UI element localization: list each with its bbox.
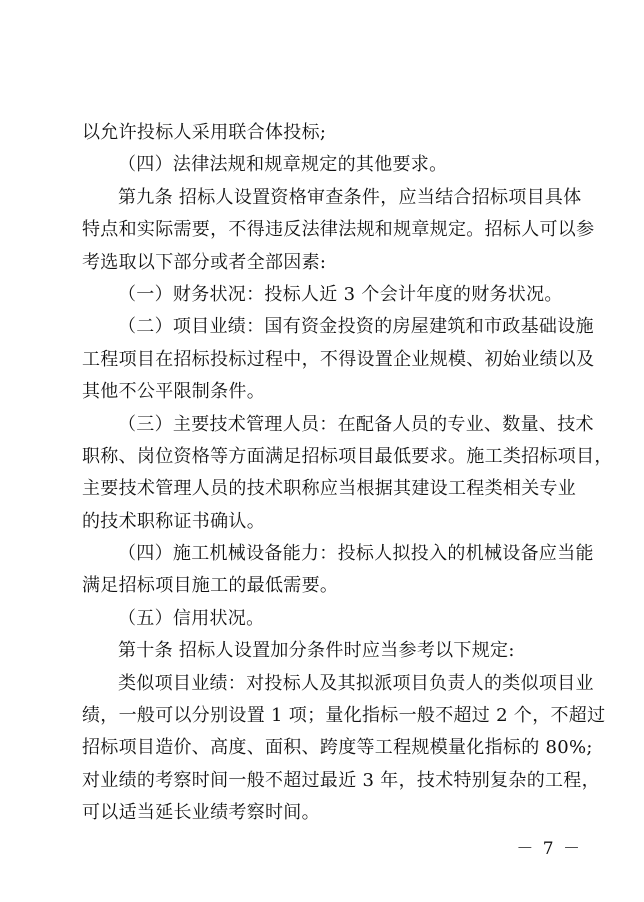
text-line: 类似项目业绩：对投标人及其拟派项目负责人的类似项目业 bbox=[118, 672, 594, 694]
text-line: （二）项目业绩：国有资金投资的房屋建筑和市政基础设施 bbox=[118, 316, 594, 338]
text-line: 职称、岗位资格等方面满足招标项目最低要求。施工类招标项目， bbox=[82, 445, 613, 467]
body-text bbox=[82, 117, 613, 830]
text-line: 可以适当延长业绩考察时间。 bbox=[82, 802, 320, 824]
text-line: 主要技术管理人员的技术职称应当根据其建设工程类相关专业 bbox=[82, 478, 577, 500]
text-line: 绩，一般可以分别设置 1 项；量化指标一般不超过 2 个，不超过 bbox=[82, 705, 606, 727]
text-line: （三）主要技术管理人员：在配备人员的专业、数量、技术 bbox=[118, 413, 594, 435]
text-line: （五）信用状况。 bbox=[118, 607, 265, 629]
text-line: 第九条 招标人设置资格审查条件，应当结合招标项目具体 bbox=[118, 186, 582, 208]
text-line: （四）施工机械设备能力：投标人拟投入的机械设备应当能 bbox=[118, 543, 594, 565]
text-line: 其他不公平限制条件。 bbox=[82, 381, 265, 403]
text-line: （一）财务状况：投标人近 3 个会计年度的财务状况。 bbox=[118, 283, 563, 305]
text-line: 以允许投标人采用联合体投标; bbox=[82, 122, 327, 143]
text-line: 满足招标项目施工的最低需要。 bbox=[82, 575, 339, 597]
text-line: 招标项目造价、高度、面积、跨度等工程规模量化指标的 80%; bbox=[82, 737, 593, 759]
text-line: 第十条 招标人设置加分条件时应当参考以下规定: bbox=[118, 640, 515, 662]
text-line: 特点和实际需要，不得违反法律法规和规章规定。招标人可以参 bbox=[82, 219, 595, 241]
text-line: 的技术职称证书确认。 bbox=[82, 510, 265, 532]
text-line: 工程项目在招标投标过程中，不得设置企业规模、初始业绩以及 bbox=[82, 348, 595, 370]
page-number: － 7 － bbox=[516, 839, 582, 859]
text-line: （四）法律法规和规章规定的其他要求。 bbox=[118, 154, 448, 176]
text-line: 考选取以下部分或者全部因素: bbox=[82, 251, 327, 273]
text-line: 对业绩的考察时间一般不超过最近 3 年，技术特别复杂的工程， bbox=[82, 769, 600, 791]
